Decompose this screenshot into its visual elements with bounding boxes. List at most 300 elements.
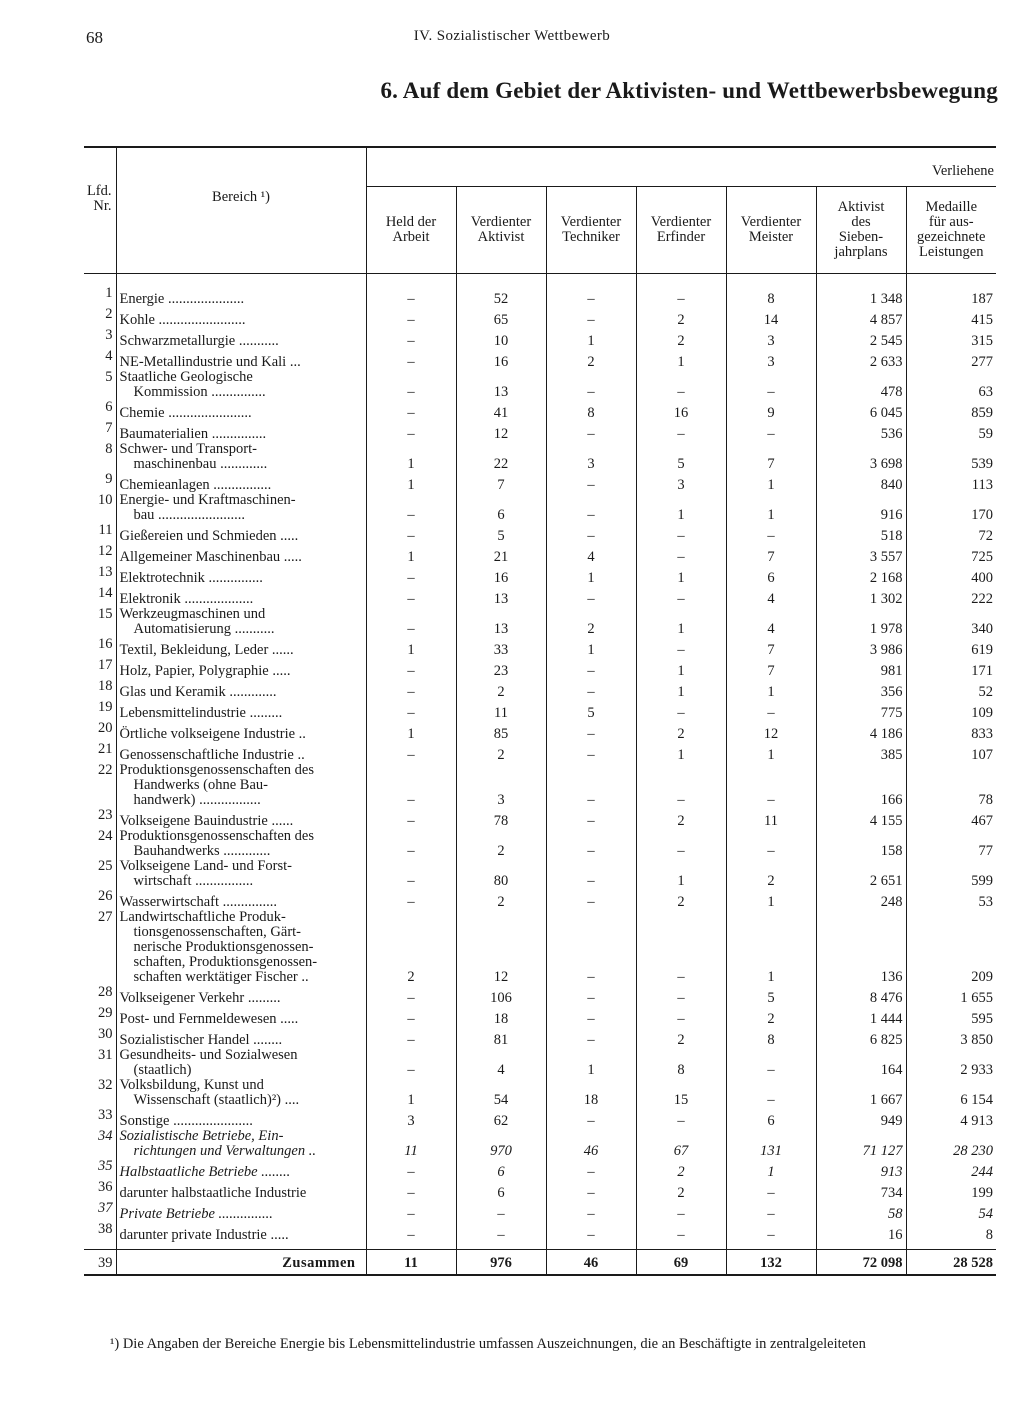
row-number: 26 — [84, 889, 116, 910]
cell-aktivist-des-siebenjahrplans: 2 545 — [816, 328, 906, 349]
cell-aktivist-des-siebenjahrplans: 6 045 — [816, 400, 906, 421]
cell-verdienter-meister: – — [726, 829, 816, 859]
table-row — [84, 607, 996, 637]
cell-medaille-leistungen: 6 154 — [960, 1092, 993, 1108]
table-row — [84, 808, 996, 829]
cell-held-der-arbeit: – — [366, 700, 456, 721]
row-label: Sozialistische Betriebe, Ein- richtungen und Verwaltungen .. — [116, 1129, 366, 1159]
cell-aktivist-des-siebenjahrplans: 356 — [816, 679, 906, 700]
cell-held-der-arbeit: – — [366, 328, 456, 349]
cell-verdienter-techniker: – — [546, 889, 636, 910]
cell-verdienter-erfinder: 2 — [636, 721, 726, 742]
row-label: Schwarzmetallurgie ........... — [116, 328, 366, 349]
row-number: 34 — [84, 1129, 116, 1159]
cell-verdienter-erfinder: – — [636, 274, 726, 308]
cell-held-der-arbeit: – — [366, 400, 456, 421]
row-label: Produktionsgenossenschaften des Handwerks (ohne Bau- handwerk) ................. — [116, 763, 366, 808]
row-label: Chemie ....................... — [116, 400, 366, 421]
row-label: Volkseigene Bauindustrie ...... — [116, 808, 366, 829]
cell-held-der-arbeit: – — [366, 1048, 456, 1078]
cell-medaille-leistungen: 595 — [971, 1011, 993, 1027]
cell-verdienter-erfinder: 8 — [636, 1048, 726, 1078]
cell-medaille-leistungen: 170 — [971, 507, 993, 523]
total-verdienter-aktivist: 976 — [456, 1250, 546, 1276]
cell-held-der-arbeit: 1 — [366, 1078, 456, 1108]
cell-verdienter-erfinder: 1 — [636, 658, 726, 679]
cell-verdienter-aktivist: – — [456, 1201, 546, 1222]
cell-aktivist-des-siebenjahrplans: 518 — [816, 523, 906, 544]
row-label: Werkzeugmaschinen und Automatisierung ........... — [116, 607, 366, 637]
cell-held-der-arbeit: – — [366, 829, 456, 859]
row-label: Kohle ........................ — [116, 307, 366, 328]
row-label: Elektronik ................... — [116, 586, 366, 607]
row-number: 27 — [84, 910, 116, 985]
row-number: 23 — [84, 808, 116, 829]
cell-held-der-arbeit: – — [366, 349, 456, 370]
cell-verdienter-meister: – — [726, 421, 816, 442]
cell-verdienter-aktivist: 13 — [456, 370, 546, 400]
cell-verdienter-aktivist: 106 — [456, 985, 546, 1006]
cell-verdienter-aktivist: 52 — [456, 274, 546, 308]
cell-held-der-arbeit: – — [366, 421, 456, 442]
total-verdienter-techniker: 46 — [546, 1250, 636, 1276]
cell-verdienter-techniker: 3 — [546, 442, 636, 472]
table-row — [84, 721, 996, 742]
row-label: NE-Metallindustrie und Kali ... — [116, 349, 366, 370]
cell-medaille-leistungen: 59 — [978, 426, 993, 442]
row-number: 14 — [84, 586, 116, 607]
row-number: 5 — [84, 370, 116, 400]
table-row — [84, 1108, 996, 1129]
row-label: Staatliche Geologische Kommission ............... — [116, 370, 366, 400]
cell-verdienter-meister: 8 — [726, 274, 816, 308]
table-row — [84, 472, 996, 493]
cell-held-der-arbeit: – — [366, 763, 456, 808]
table-row — [84, 565, 996, 586]
cell-verdienter-meister: 4 — [726, 586, 816, 607]
row-label: Post- und Fernmeldewesen ..... — [116, 1006, 366, 1027]
cell-aktivist-des-siebenjahrplans: 840 — [816, 472, 906, 493]
cell-medaille-leistungen: 78 — [978, 792, 993, 808]
cell-medaille-leistungen: 107 — [971, 747, 993, 763]
cell-verdienter-aktivist: – — [456, 1222, 546, 1243]
cell-aktivist-des-siebenjahrplans: 1 348 — [816, 274, 906, 308]
row-label: Landwirtschaftliche Produk- tionsgenossenschaften, Gärt- nerische Produktionsgenossen- schaften, Produktionsgenossen- schaften werktätiger Fischer .. — [116, 910, 366, 985]
cell-verdienter-techniker: 1 — [546, 1048, 636, 1078]
cell-verdienter-techniker: 8 — [546, 400, 636, 421]
cell-medaille-leistungen: 415 — [971, 312, 993, 328]
row-label: Private Betriebe ............... — [116, 1201, 366, 1222]
cell-held-der-arbeit: – — [366, 859, 456, 889]
cell-verdienter-techniker: – — [546, 808, 636, 829]
cell-verdienter-meister: – — [726, 1222, 816, 1243]
row-number: 13 — [84, 565, 116, 586]
cell-medaille-leistungen: 113 — [971, 477, 993, 493]
cell-held-der-arbeit: – — [366, 808, 456, 829]
total-medaille-leistungen: 28 528 — [906, 1250, 996, 1276]
cell-held-der-arbeit: 1 — [366, 442, 456, 472]
header-bereich: Bereich ¹) — [116, 147, 366, 274]
cell-verdienter-techniker: 1 — [546, 328, 636, 349]
cell-verdienter-techniker: 2 — [546, 349, 636, 370]
cell-aktivist-des-siebenjahrplans: 4 857 — [816, 307, 906, 328]
cell-medaille-leistungen: 859 — [971, 405, 993, 421]
row-label: Baumaterialien ............... — [116, 421, 366, 442]
cell-verdienter-techniker: – — [546, 859, 636, 889]
cell-verdienter-techniker: – — [546, 1027, 636, 1048]
cell-verdienter-techniker: – — [546, 1201, 636, 1222]
row-label: darunter halbstaatliche Industrie — [116, 1180, 366, 1201]
row-label: Volksbildung, Kunst und Wissenschaft (staatlich)²) .... — [116, 1078, 366, 1108]
chapter-header: IV. Sozialistischer Wettbewerb — [413, 28, 611, 44]
cell-verdienter-aktivist: 85 — [456, 721, 546, 742]
cell-verdienter-erfinder: – — [636, 523, 726, 544]
cell-held-der-arbeit: 11 — [366, 1129, 456, 1159]
cell-verdienter-erfinder: – — [636, 421, 726, 442]
cell-verdienter-erfinder: 2 — [636, 1159, 726, 1180]
cell-verdienter-meister: 1 — [726, 889, 816, 910]
cell-aktivist-des-siebenjahrplans: 3 698 — [816, 442, 906, 472]
cell-verdienter-erfinder: – — [636, 370, 726, 400]
cell-held-der-arbeit: – — [366, 307, 456, 328]
cell-verdienter-techniker: – — [546, 1180, 636, 1201]
table-row — [84, 349, 996, 370]
cell-verdienter-techniker: – — [546, 679, 636, 700]
total-label: Zusammen — [116, 1250, 366, 1276]
cell-held-der-arbeit: – — [366, 1027, 456, 1048]
cell-medaille-leistungen: 539 — [971, 456, 993, 472]
cell-verdienter-meister: 1 — [726, 472, 816, 493]
cell-verdienter-aktivist: 16 — [456, 349, 546, 370]
cell-medaille-leistungen: 400 — [971, 570, 993, 586]
cell-verdienter-techniker: – — [546, 721, 636, 742]
table-row — [84, 700, 996, 721]
row-label: Genossenschaftliche Industrie .. — [116, 742, 366, 763]
row-number: 25 — [84, 859, 116, 889]
header-verdienter-erfinder: Verdienter Erfinder — [636, 187, 726, 274]
row-label: Wasserwirtschaft ............... — [116, 889, 366, 910]
cell-verdienter-meister: 3 — [726, 328, 816, 349]
cell-medaille-leistungen: 244 — [971, 1164, 993, 1180]
table-row — [84, 679, 996, 700]
row-number: 30 — [84, 1027, 116, 1048]
cell-verdienter-techniker: 1 — [546, 637, 636, 658]
cell-held-der-arbeit: – — [366, 1006, 456, 1027]
cell-verdienter-techniker: 18 — [546, 1078, 636, 1108]
cell-aktivist-des-siebenjahrplans: 166 — [816, 763, 906, 808]
row-number: 21 — [84, 742, 116, 763]
cell-verdienter-aktivist: 54 — [456, 1078, 546, 1108]
row-label: Produktionsgenossenschaften des Bauhandwerks ............. — [116, 829, 366, 859]
cell-aktivist-des-siebenjahrplans: 3 557 — [816, 544, 906, 565]
cell-medaille-leistungen: 109 — [971, 705, 993, 721]
footnote-mark: ¹) — [110, 1336, 120, 1352]
cell-held-der-arbeit: – — [366, 565, 456, 586]
row-number: 37 — [84, 1201, 116, 1222]
cell-verdienter-aktivist: 11 — [456, 700, 546, 721]
cell-aktivist-des-siebenjahrplans: 2 168 — [816, 565, 906, 586]
cell-verdienter-aktivist: 10 — [456, 328, 546, 349]
cell-verdienter-aktivist: 41 — [456, 400, 546, 421]
row-label: Holz, Papier, Polygraphie ..... — [116, 658, 366, 679]
header-held-der-arbeit: Held der Arbeit — [366, 187, 456, 274]
cell-verdienter-meister: 8 — [726, 1027, 816, 1048]
cell-held-der-arbeit: – — [366, 1159, 456, 1180]
footnote — [110, 1336, 866, 1353]
cell-held-der-arbeit: – — [366, 1201, 456, 1222]
cell-verdienter-meister: – — [726, 1180, 816, 1201]
row-label: Allgemeiner Maschinenbau ..... — [116, 544, 366, 565]
row-number: 31 — [84, 1048, 116, 1078]
table-row — [84, 328, 996, 349]
cell-medaille-leistungen: 28 230 — [953, 1143, 993, 1159]
row-number: 18 — [84, 679, 116, 700]
header-group-verliehene: Verliehene — [366, 147, 996, 187]
cell-aktivist-des-siebenjahrplans: 3 986 — [816, 637, 906, 658]
cell-verdienter-erfinder: 2 — [636, 808, 726, 829]
row-number: 33 — [84, 1108, 116, 1129]
cell-verdienter-meister: – — [726, 523, 816, 544]
cell-verdienter-aktivist: 6 — [456, 1180, 546, 1201]
cell-medaille-leistungen: 315 — [971, 333, 993, 349]
cell-held-der-arbeit: 1 — [366, 472, 456, 493]
cell-verdienter-techniker: – — [546, 763, 636, 808]
row-number: 32 — [84, 1078, 116, 1108]
cell-verdienter-meister: 3 — [726, 349, 816, 370]
table-row — [84, 586, 996, 607]
row-label: Lebensmittelindustrie ......... — [116, 700, 366, 721]
cell-medaille-leistungen: 833 — [971, 726, 993, 742]
row-number: 24 — [84, 829, 116, 859]
cell-verdienter-meister: – — [726, 370, 816, 400]
cell-verdienter-erfinder: – — [636, 1006, 726, 1027]
table-row — [84, 889, 996, 910]
cell-verdienter-erfinder: 3 — [636, 472, 726, 493]
cell-aktivist-des-siebenjahrplans: 1 978 — [816, 607, 906, 637]
row-number: 17 — [84, 658, 116, 679]
cell-verdienter-techniker: 46 — [546, 1129, 636, 1159]
cell-verdienter-erfinder: – — [636, 910, 726, 985]
row-label: Glas und Keramik ............. — [116, 679, 366, 700]
cell-verdienter-techniker: 4 — [546, 544, 636, 565]
cell-verdienter-erfinder: 1 — [636, 493, 726, 523]
cell-aktivist-des-siebenjahrplans: 916 — [816, 493, 906, 523]
cell-verdienter-aktivist: 970 — [456, 1129, 546, 1159]
row-number: 8 — [84, 442, 116, 472]
row-label: Textil, Bekleidung, Leder ...... — [116, 637, 366, 658]
cell-verdienter-meister: 14 — [726, 307, 816, 328]
cell-aktivist-des-siebenjahrplans: 58 — [816, 1201, 906, 1222]
cell-verdienter-meister: 2 — [726, 859, 816, 889]
cell-verdienter-erfinder: 1 — [636, 859, 726, 889]
cell-verdienter-meister: 12 — [726, 721, 816, 742]
cell-verdienter-aktivist: 4 — [456, 1048, 546, 1078]
cell-held-der-arbeit: – — [366, 523, 456, 544]
row-number: 2 — [84, 307, 116, 328]
cell-verdienter-techniker: – — [546, 829, 636, 859]
row-number: 12 — [84, 544, 116, 565]
cell-verdienter-techniker: – — [546, 586, 636, 607]
cell-verdienter-techniker: – — [546, 910, 636, 985]
cell-verdienter-aktivist: 78 — [456, 808, 546, 829]
cell-verdienter-aktivist: 65 — [456, 307, 546, 328]
cell-verdienter-erfinder: – — [636, 700, 726, 721]
row-label: darunter private Industrie ..... — [116, 1222, 366, 1243]
cell-verdienter-meister: 7 — [726, 442, 816, 472]
cell-medaille-leistungen: 467 — [971, 813, 993, 829]
cell-verdienter-aktivist: 12 — [456, 910, 546, 985]
cell-medaille-leistungen: 63 — [978, 384, 993, 400]
row-label: Örtliche volkseigene Industrie .. — [116, 721, 366, 742]
cell-verdienter-erfinder: 1 — [636, 742, 726, 763]
cell-verdienter-aktivist: 6 — [456, 493, 546, 523]
cell-verdienter-erfinder: 1 — [636, 607, 726, 637]
cell-verdienter-aktivist: 2 — [456, 742, 546, 763]
header-verdienter-techniker: Verdienter Techniker — [546, 187, 636, 274]
cell-verdienter-aktivist: 2 — [456, 679, 546, 700]
cell-verdienter-meister: – — [726, 763, 816, 808]
table-row — [84, 1201, 996, 1222]
cell-aktivist-des-siebenjahrplans: 8 476 — [816, 985, 906, 1006]
cell-verdienter-aktivist: 12 — [456, 421, 546, 442]
cell-held-der-arbeit: – — [366, 274, 456, 308]
row-label: Volkseigene Land- und Forst- wirtschaft ................ — [116, 859, 366, 889]
cell-medaille-leistungen: 199 — [971, 1185, 993, 1201]
row-number: 1 — [84, 274, 116, 308]
total-held-der-arbeit: 11 — [366, 1250, 456, 1276]
cell-aktivist-des-siebenjahrplans: 158 — [816, 829, 906, 859]
row-label: Sonstige ...................... — [116, 1108, 366, 1129]
table-row — [84, 1078, 996, 1108]
row-number: 35 — [84, 1159, 116, 1180]
row-label: Elektrotechnik ............... — [116, 565, 366, 586]
cell-medaille-leistungen: 209 — [971, 969, 993, 985]
row-number: 6 — [84, 400, 116, 421]
cell-verdienter-techniker: – — [546, 1222, 636, 1243]
cell-verdienter-aktivist: 80 — [456, 859, 546, 889]
cell-verdienter-techniker: 2 — [546, 607, 636, 637]
cell-verdienter-meister: 1 — [726, 742, 816, 763]
cell-verdienter-aktivist: 13 — [456, 586, 546, 607]
cell-verdienter-aktivist: 33 — [456, 637, 546, 658]
cell-medaille-leistungen: 171 — [971, 663, 993, 679]
row-number: 16 — [84, 637, 116, 658]
row-number: 39 — [84, 1250, 116, 1276]
cell-verdienter-techniker: – — [546, 421, 636, 442]
cell-held-der-arbeit: – — [366, 607, 456, 637]
cell-medaille-leistungen: 222 — [971, 591, 993, 607]
cell-verdienter-aktivist: 5 — [456, 523, 546, 544]
cell-medaille-leistungen: 340 — [971, 621, 993, 637]
cell-held-der-arbeit: – — [366, 658, 456, 679]
table-row — [84, 421, 996, 442]
cell-verdienter-aktivist: 2 — [456, 829, 546, 859]
cell-medaille-leistungen: 619 — [971, 642, 993, 658]
table-row — [84, 1159, 996, 1180]
cell-verdienter-erfinder: – — [636, 829, 726, 859]
cell-medaille-leistungen: 72 — [978, 528, 993, 544]
cell-verdienter-techniker: – — [546, 523, 636, 544]
total-aktivist-des-siebenjahrplans: 72 098 — [816, 1250, 906, 1276]
cell-held-der-arbeit: – — [366, 889, 456, 910]
cell-aktivist-des-siebenjahrplans: 981 — [816, 658, 906, 679]
row-number: 29 — [84, 1006, 116, 1027]
cell-aktivist-des-siebenjahrplans: 1 667 — [816, 1078, 906, 1108]
cell-held-der-arbeit: 1 — [366, 721, 456, 742]
cell-medaille-leistungen: 2 933 — [960, 1062, 993, 1078]
cell-verdienter-meister: – — [726, 1048, 816, 1078]
table-row — [84, 658, 996, 679]
total-verdienter-meister: 132 — [726, 1250, 816, 1276]
cell-verdienter-meister: 131 — [726, 1129, 816, 1159]
cell-aktivist-des-siebenjahrplans: 385 — [816, 742, 906, 763]
cell-verdienter-techniker: – — [546, 985, 636, 1006]
table-row — [84, 1180, 996, 1201]
cell-verdienter-meister: 1 — [726, 679, 816, 700]
cell-verdienter-erfinder: 1 — [636, 349, 726, 370]
cell-held-der-arbeit: – — [366, 742, 456, 763]
row-number: 10 — [84, 493, 116, 523]
awards-table — [84, 146, 996, 1276]
table-row — [84, 1027, 996, 1048]
table-row — [84, 637, 996, 658]
cell-verdienter-erfinder: 1 — [636, 565, 726, 586]
cell-verdienter-meister: 1 — [726, 493, 816, 523]
cell-verdienter-techniker: 5 — [546, 700, 636, 721]
cell-verdienter-meister: 1 — [726, 1159, 816, 1180]
cell-verdienter-meister: – — [726, 1078, 816, 1108]
cell-medaille-leistungen: 8 — [985, 1227, 993, 1243]
cell-held-der-arbeit: – — [366, 679, 456, 700]
cell-verdienter-erfinder: 2 — [636, 1027, 726, 1048]
cell-medaille-leistungen: 77 — [978, 843, 993, 859]
cell-held-der-arbeit: – — [366, 1180, 456, 1201]
cell-verdienter-aktivist: 16 — [456, 565, 546, 586]
header-aktivist-des-siebenjahrplans: Aktivist des Sieben- jahrplans — [816, 187, 906, 274]
table-row — [84, 910, 996, 985]
header-verdienter-meister: Verdienter Meister — [726, 187, 816, 274]
cell-verdienter-aktivist: 7 — [456, 472, 546, 493]
footnote-text: Die Angaben der Bereiche Energie bis Lebensmittelindustrie umfassen Auszeichnungen, die an Beschäftigte in zentralgeleiteten — [122, 1336, 866, 1352]
cell-medaille-leistungen: 599 — [971, 873, 993, 889]
cell-held-der-arbeit: 2 — [366, 910, 456, 985]
row-label: Schwer- und Transport- maschinenbau ............. — [116, 442, 366, 472]
cell-verdienter-techniker: – — [546, 742, 636, 763]
cell-verdienter-meister: 5 — [726, 985, 816, 1006]
cell-medaille-leistungen: 52 — [978, 684, 993, 700]
page-number: 68 — [86, 28, 103, 47]
total-row — [84, 1250, 996, 1276]
cell-verdienter-techniker: – — [546, 658, 636, 679]
cell-medaille-leistungen: 187 — [971, 291, 993, 307]
cell-verdienter-meister: 7 — [726, 637, 816, 658]
cell-verdienter-aktivist: 81 — [456, 1027, 546, 1048]
table-row — [84, 1006, 996, 1027]
cell-medaille-leistungen: 1 655 — [960, 990, 993, 1006]
cell-verdienter-erfinder: 1 — [636, 679, 726, 700]
cell-verdienter-techniker: – — [546, 493, 636, 523]
cell-verdienter-techniker: – — [546, 370, 636, 400]
cell-medaille-leistungen: 53 — [978, 894, 993, 910]
cell-verdienter-erfinder: 2 — [636, 889, 726, 910]
cell-verdienter-erfinder: – — [636, 1222, 726, 1243]
cell-held-der-arbeit: – — [366, 1222, 456, 1243]
cell-aktivist-des-siebenjahrplans: 734 — [816, 1180, 906, 1201]
cell-held-der-arbeit: 1 — [366, 544, 456, 565]
table-row — [84, 493, 996, 523]
cell-aktivist-des-siebenjahrplans: 949 — [816, 1108, 906, 1129]
cell-verdienter-techniker: – — [546, 307, 636, 328]
